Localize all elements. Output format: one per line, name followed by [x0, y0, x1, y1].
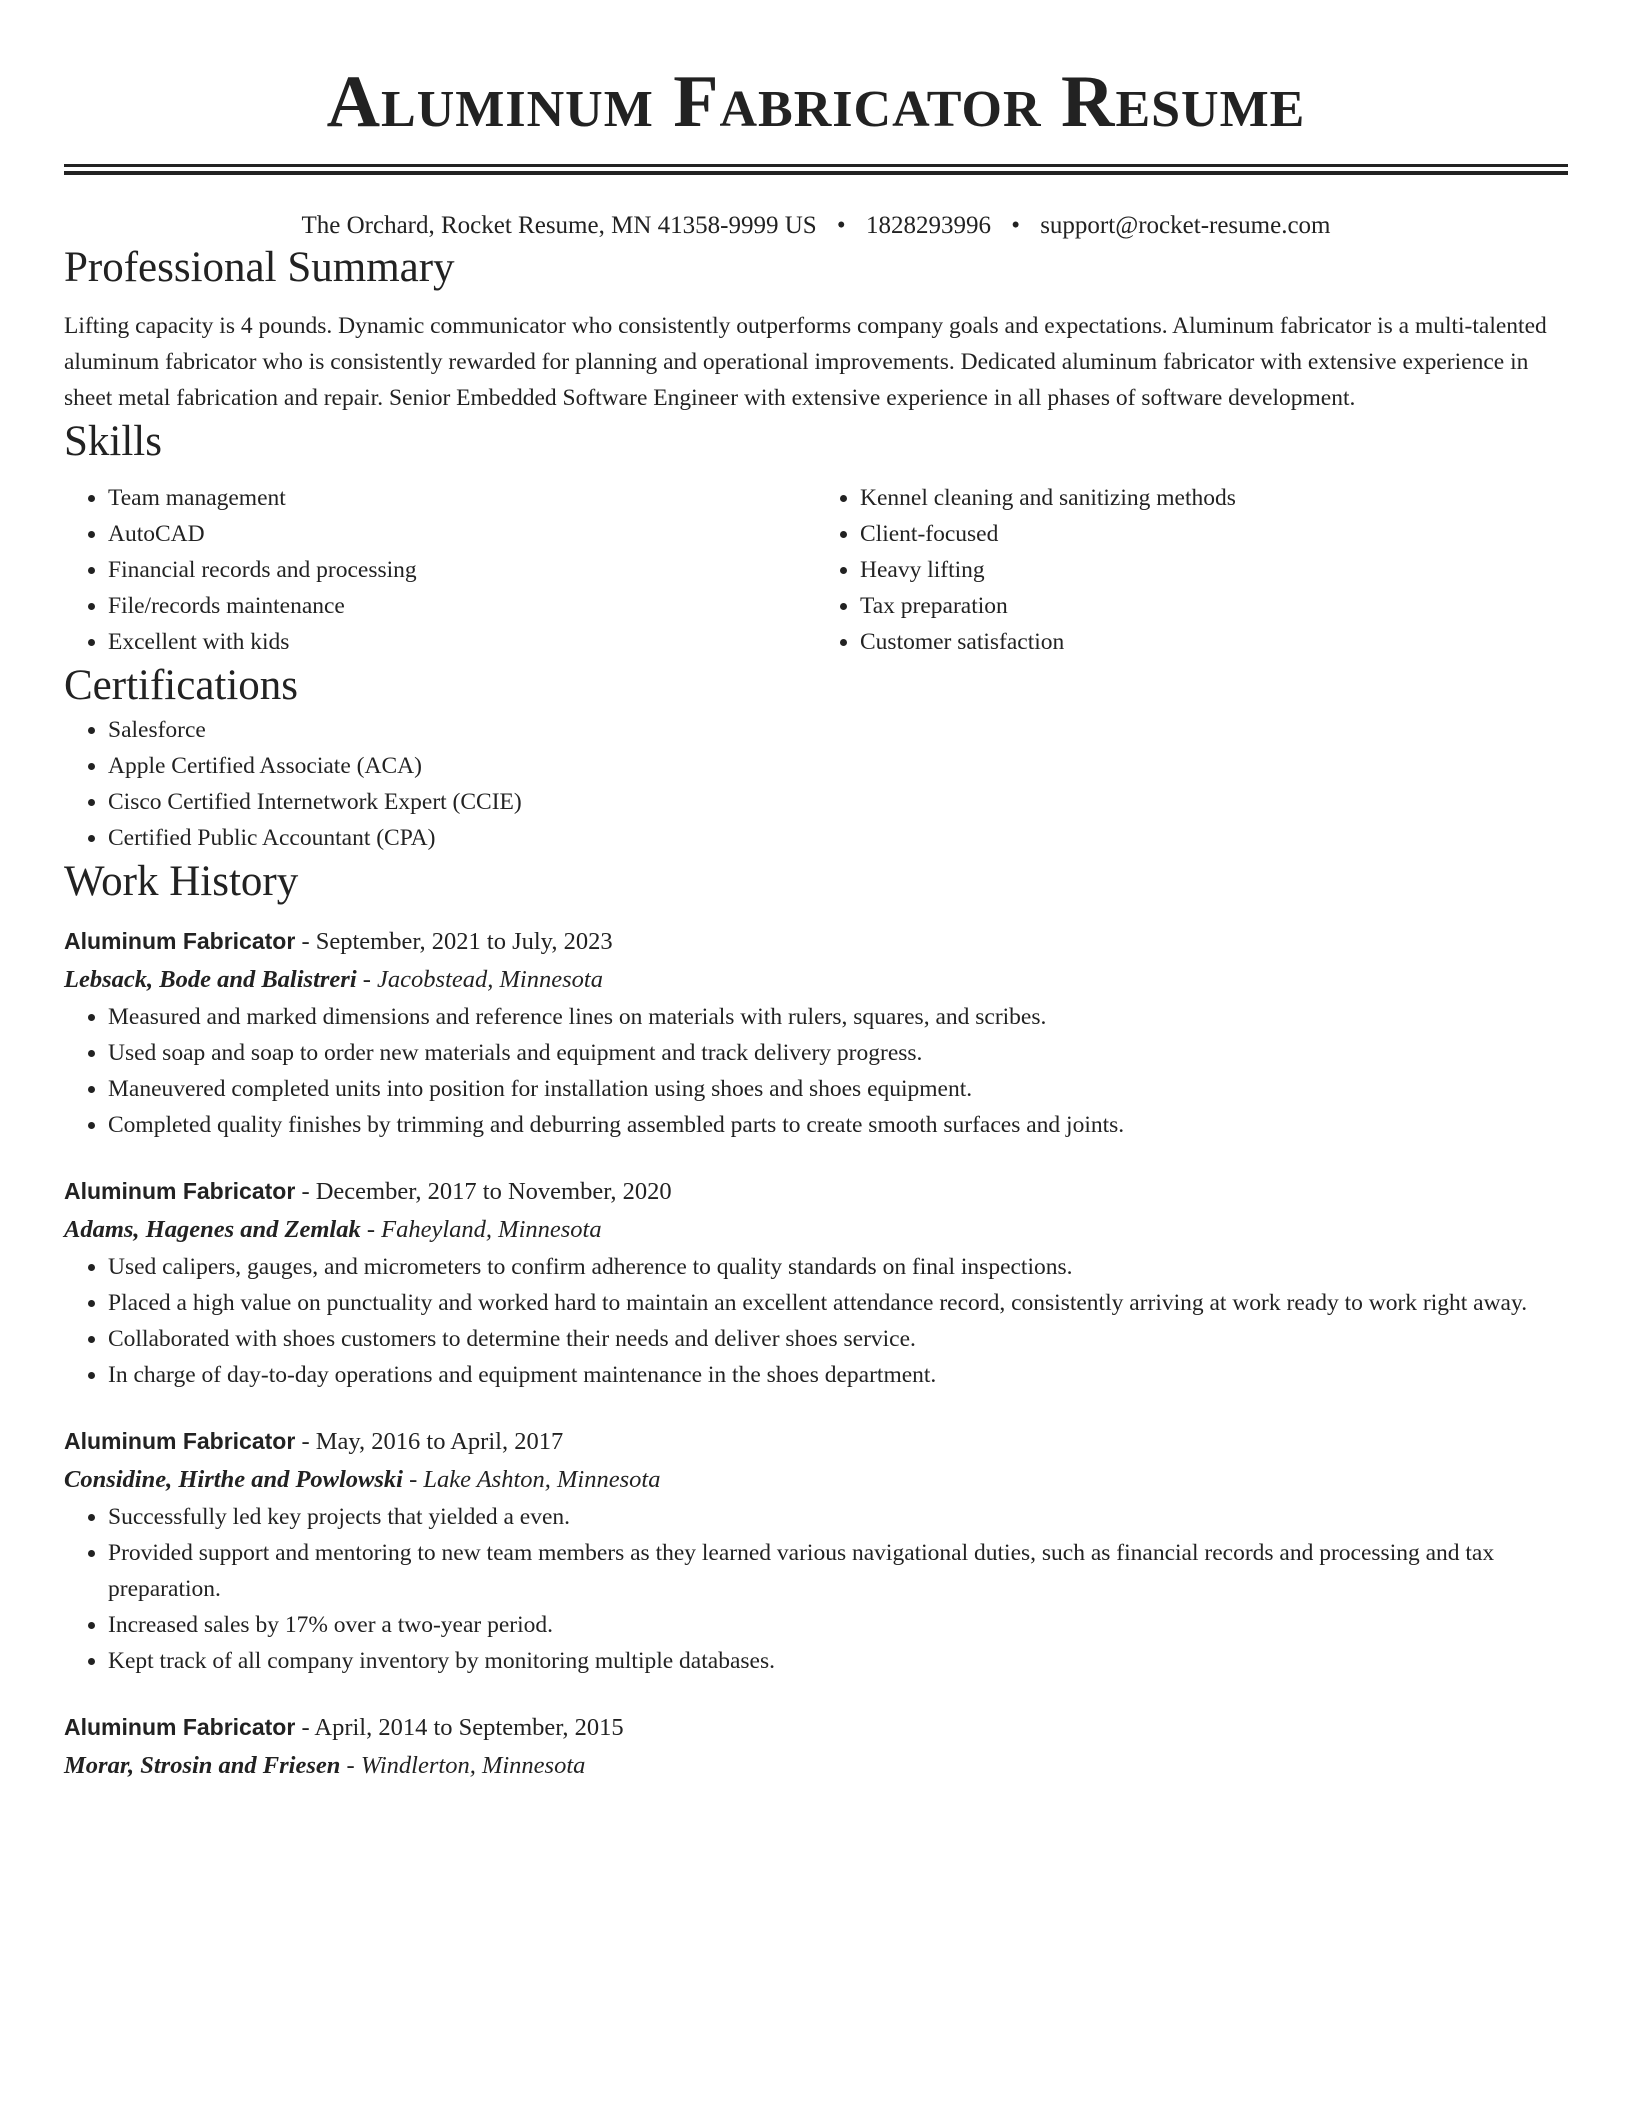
job-location: - Faheyland, Minnesota — [360, 1216, 602, 1243]
job-company: Considine, Hirthe and Powlowski — [64, 1466, 403, 1493]
skills-column-right — [816, 480, 1568, 660]
skill-item: • Client-focused — [860, 516, 1568, 552]
skill-item: • Heavy lifting — [860, 552, 1568, 588]
contact-separator: • — [836, 212, 846, 239]
job-location: - Jacobstead, Minnesota — [356, 966, 603, 993]
job-duty: • Kept track of all company inventory by monitoring multiple databases. — [108, 1643, 1568, 1679]
job-duty: • Maneuvered completed units into position for installation using shoes and shoes equipment. — [108, 1071, 1568, 1107]
certifications-list — [64, 712, 1568, 856]
job-entry — [64, 1708, 1568, 1785]
job-title: Aluminum Fabricator — [64, 1178, 296, 1204]
job-duty: • Completed quality finishes by trimming and deburring assembled parts to create smooth surfaces and joints. — [108, 1107, 1568, 1143]
job-title: Aluminum Fabricator — [64, 928, 296, 954]
job-duty: • Provided support and mentoring to new team members as they learned various navigational duties, such as financial records and processing and tax preparation. — [108, 1535, 1568, 1607]
job-company-line — [64, 1211, 1568, 1249]
resume-title: Aluminum Fabricator Resume — [326, 61, 1306, 143]
job-company: Morar, Strosin and Friesen — [64, 1752, 341, 1779]
job-location: - Windlerton, Minnesota — [340, 1752, 586, 1779]
certifications-heading: Certifications — [64, 662, 299, 709]
job-title: Aluminum Fabricator — [64, 1428, 296, 1454]
job-company: Lebsack, Bode and Balistreri — [64, 966, 357, 993]
job-entry — [64, 1422, 1568, 1679]
certification-item: • Apple Certified Associate (ACA) — [108, 748, 1568, 784]
skill-item: • Customer satisfaction — [860, 624, 1568, 660]
job-location: - Lake Ashton, Minnesota — [403, 1466, 661, 1493]
job-duty: • Placed a high value on punctuality and worked hard to maintain an excellent attendance record, consistently arriving at work ready to work right away. — [108, 1285, 1568, 1321]
skill-item: • Excellent with kids — [108, 624, 816, 660]
skills-list-left — [64, 480, 816, 660]
job-header — [64, 1422, 1568, 1461]
job-entry — [64, 1172, 1568, 1393]
job-dates: - September, 2021 to July, 2023 — [295, 928, 613, 955]
skill-item: • Financial records and processing — [108, 552, 816, 588]
job-duty: • In charge of day-to-day operations and equipment maintenance in the shoes department. — [108, 1357, 1568, 1393]
contact-email[interactable]: support@rocket-resume.com — [1040, 212, 1331, 239]
job-entry — [64, 922, 1568, 1143]
contact-address: The Orchard, Rocket Resume, MN 41358-9999 US — [301, 212, 817, 239]
work-history-heading: Work History — [64, 858, 299, 905]
job-duty: • Increased sales by 17% over a two-year period. — [108, 1607, 1568, 1643]
certification-item: • Certified Public Accountant (CPA) — [108, 820, 1568, 856]
contact-separator: • — [1011, 212, 1020, 239]
contact-line — [64, 210, 1568, 242]
job-duty: • Collaborated with shoes customers to determine their needs and deliver shoes service. — [108, 1321, 1568, 1357]
job-header — [64, 1172, 1568, 1211]
summary-text: Lifting capacity is 4 pounds. Dynamic communicator who consistently outperforms company goals and expectations. Aluminum fabricator is a multi-talented aluminum fabricator who is consistently rewarded for planning and operational improvements. Dedicated aluminum fabricator with extensive experience in sheet metal fabrication and repair. Senior Embedded Software Engineer with extensive experience in all phases of software development. — [64, 313, 1547, 411]
job-duties-list — [64, 999, 1568, 1143]
job-duty: • Successfully led key projects that yielded a even. — [108, 1499, 1568, 1535]
skill-item: • Team management — [108, 480, 816, 516]
skills-grid — [64, 480, 1568, 660]
job-duties-list — [64, 1249, 1568, 1393]
job-dates: - April, 2014 to September, 2015 — [295, 1714, 624, 1741]
contact-phone: 1828293996 — [865, 212, 991, 239]
job-dates: - May, 2016 to April, 2017 — [295, 1428, 564, 1455]
skills-column-left — [64, 480, 816, 660]
job-company-line — [64, 1461, 1568, 1499]
skills-list-right — [816, 480, 1568, 660]
title-divider — [64, 164, 1568, 175]
job-title: Aluminum Fabricator — [64, 1714, 296, 1740]
certification-item: • Salesforce — [108, 712, 1568, 748]
job-company-line — [64, 961, 1568, 999]
job-duty: • Used soap and soap to order new materials and equipment and track delivery progress. — [108, 1035, 1568, 1071]
job-header — [64, 1708, 1568, 1747]
certification-item: • Cisco Certified Internetwork Expert (CCIE) — [108, 784, 1568, 820]
job-dates: - December, 2017 to November, 2020 — [295, 1178, 672, 1205]
job-company-line — [64, 1747, 1568, 1785]
skill-item: • File/records maintenance — [108, 588, 816, 624]
job-company: Adams, Hagenes and Zemlak — [64, 1216, 361, 1243]
job-duties-list — [64, 1499, 1568, 1679]
job-duty: • Used calipers, gauges, and micrometers to confirm adherence to quality standards on final inspections. — [108, 1249, 1568, 1285]
job-duty: • Measured and marked dimensions and reference lines on materials with rulers, squares, and scribes. — [108, 999, 1568, 1035]
job-header — [64, 922, 1568, 961]
skill-item: • Tax preparation — [860, 588, 1568, 624]
skill-item: • AutoCAD — [108, 516, 816, 552]
skills-heading: Skills — [64, 418, 162, 465]
summary-heading: Professional Summary — [64, 244, 455, 291]
skill-item: • Kennel cleaning and sanitizing methods — [860, 480, 1568, 516]
